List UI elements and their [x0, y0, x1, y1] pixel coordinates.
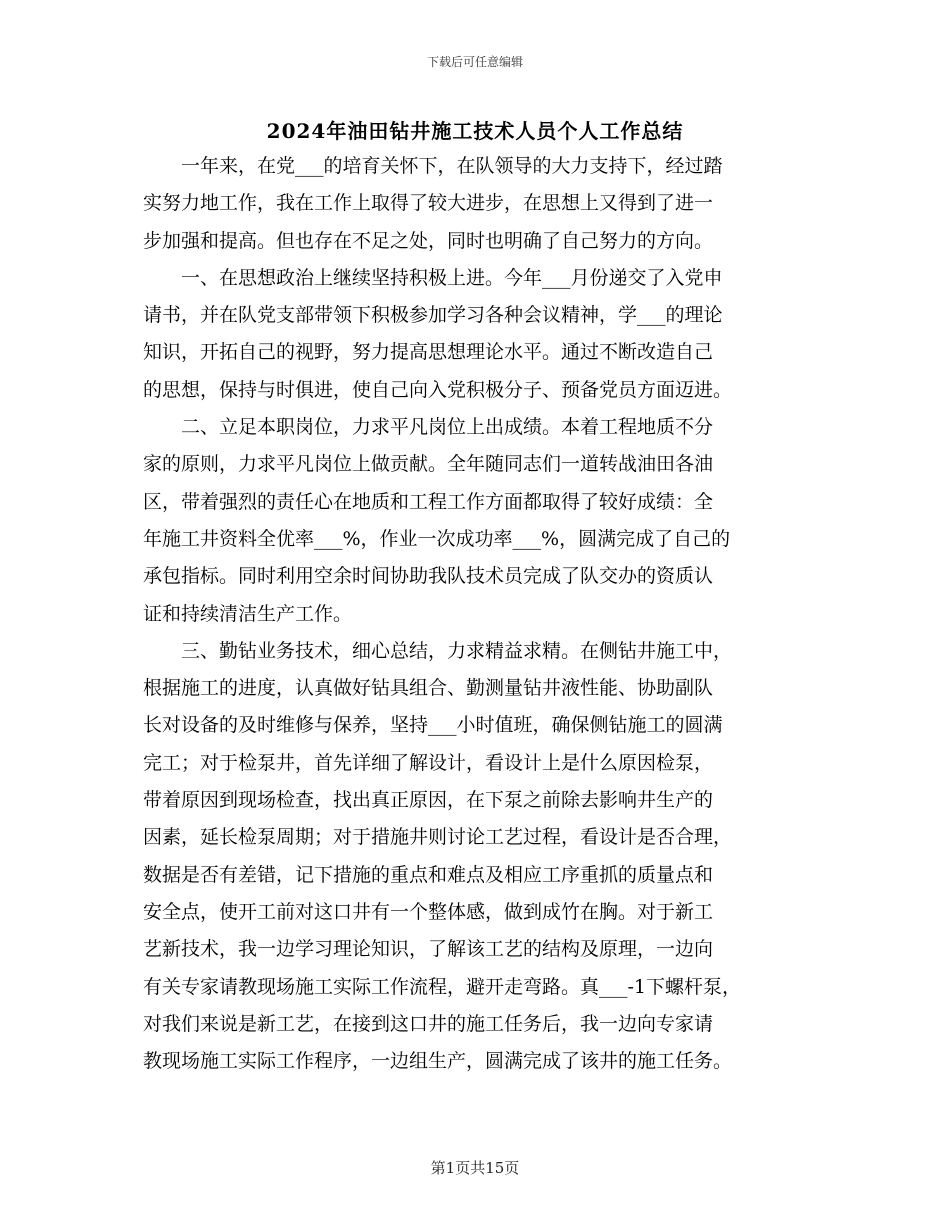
- body-line: 知识，开拓自己的视野，努力提高思想理论水平。通过不断改造自己: [143, 341, 714, 364]
- body-line: 实努力地工作，我在工作上取得了较大进步，在思想上又得到了进一: [143, 192, 714, 215]
- body-line: 一、在思想政治上继续坚持积极上进。今年___月份递交了入党申: [143, 266, 723, 289]
- document-body: [143, 148, 823, 1080]
- body-line: 三、勤钻业务技术，细心总结，力求精益求精。在侧钻井施工中，: [143, 639, 733, 662]
- body-line: 家的原则，力求平凡岗位上做贡献。全年随同志们一道转战油田各油: [143, 453, 714, 476]
- body-line: 完工；对于检泵井，首先详细了解设计，看设计上是什么原因检泵，: [143, 751, 714, 774]
- body-line: 带着原因到现场检查，找出真正原因，在下泵之前除去影响井生产的: [143, 789, 714, 812]
- body-line: 根据施工的进度，认真做好钻具组合、勤测量钻井液性能、协助副队: [143, 677, 714, 700]
- body-line: 数据是否有差错，记下措施的重点和难点及相应工序重抓的质量点和: [143, 863, 714, 886]
- body-line: 艺新技术，我一边学习理论知识，了解该工艺的结构及原理，一边向: [143, 938, 714, 961]
- body-line: 长对设备的及时维修与保养，坚持___小时值班，确保侧钻施工的圆满: [143, 714, 723, 737]
- body-line: 有关专家请教现场施工实际工作流程，避开走弯路。真___-1下螺杆泵，: [143, 975, 742, 998]
- body-line: 对我们来说是新工艺，在接到这口井的施工任务后，我一边向专家请: [143, 1012, 714, 1035]
- body-line: 安全点，使开工前对这口井有一个整体感，做到成竹在胸。对于新工: [143, 900, 714, 923]
- body-line: 因素，延长检泵周期；对于措施井则讨论工艺过程，看设计是否合理，: [143, 826, 733, 849]
- body-line: 教现场施工实际工作程序，一边组生产，圆满完成了该井的施工任务。: [143, 1050, 733, 1073]
- body-line: 区，带着强烈的责任心在地质和工程工作方面都取得了较好成绩：全: [143, 490, 714, 513]
- body-line: 请书，并在队党支部带领下积极参加学习各种会议精神，学___的理论: [143, 304, 723, 327]
- document-title: 2024年油田钻井施工技术人员个人工作总结: [266, 119, 684, 143]
- header-note: 下载后可任意编辑: [426, 55, 523, 69]
- body-line: 步加强和提高。但也存在不足之处，同时也明确了自己努力的方向。: [143, 229, 714, 252]
- body-line: 承包指标。同时利用空余时间协助我队技术员完成了队交办的资质认: [143, 565, 714, 588]
- body-line: 一年来，在党___的培育关怀下，在队领导的大力支持下，经过踏: [143, 155, 723, 177]
- body-line: 年施工井资料全优率___%，作业一次成功率___%，圆满完成了自己的: [143, 527, 731, 550]
- body-line: 二、立足本职岗位，力求平凡岗位上出成绩。本着工程地质不分: [143, 416, 714, 439]
- page-footer: 第1页共15页: [430, 1159, 520, 1177]
- body-line: 的思想，保持与时俱进，使自己向入党积极分子、预备党员方面迈进。: [143, 378, 733, 401]
- body-line: 证和持续清洁生产工作。: [143, 602, 353, 625]
